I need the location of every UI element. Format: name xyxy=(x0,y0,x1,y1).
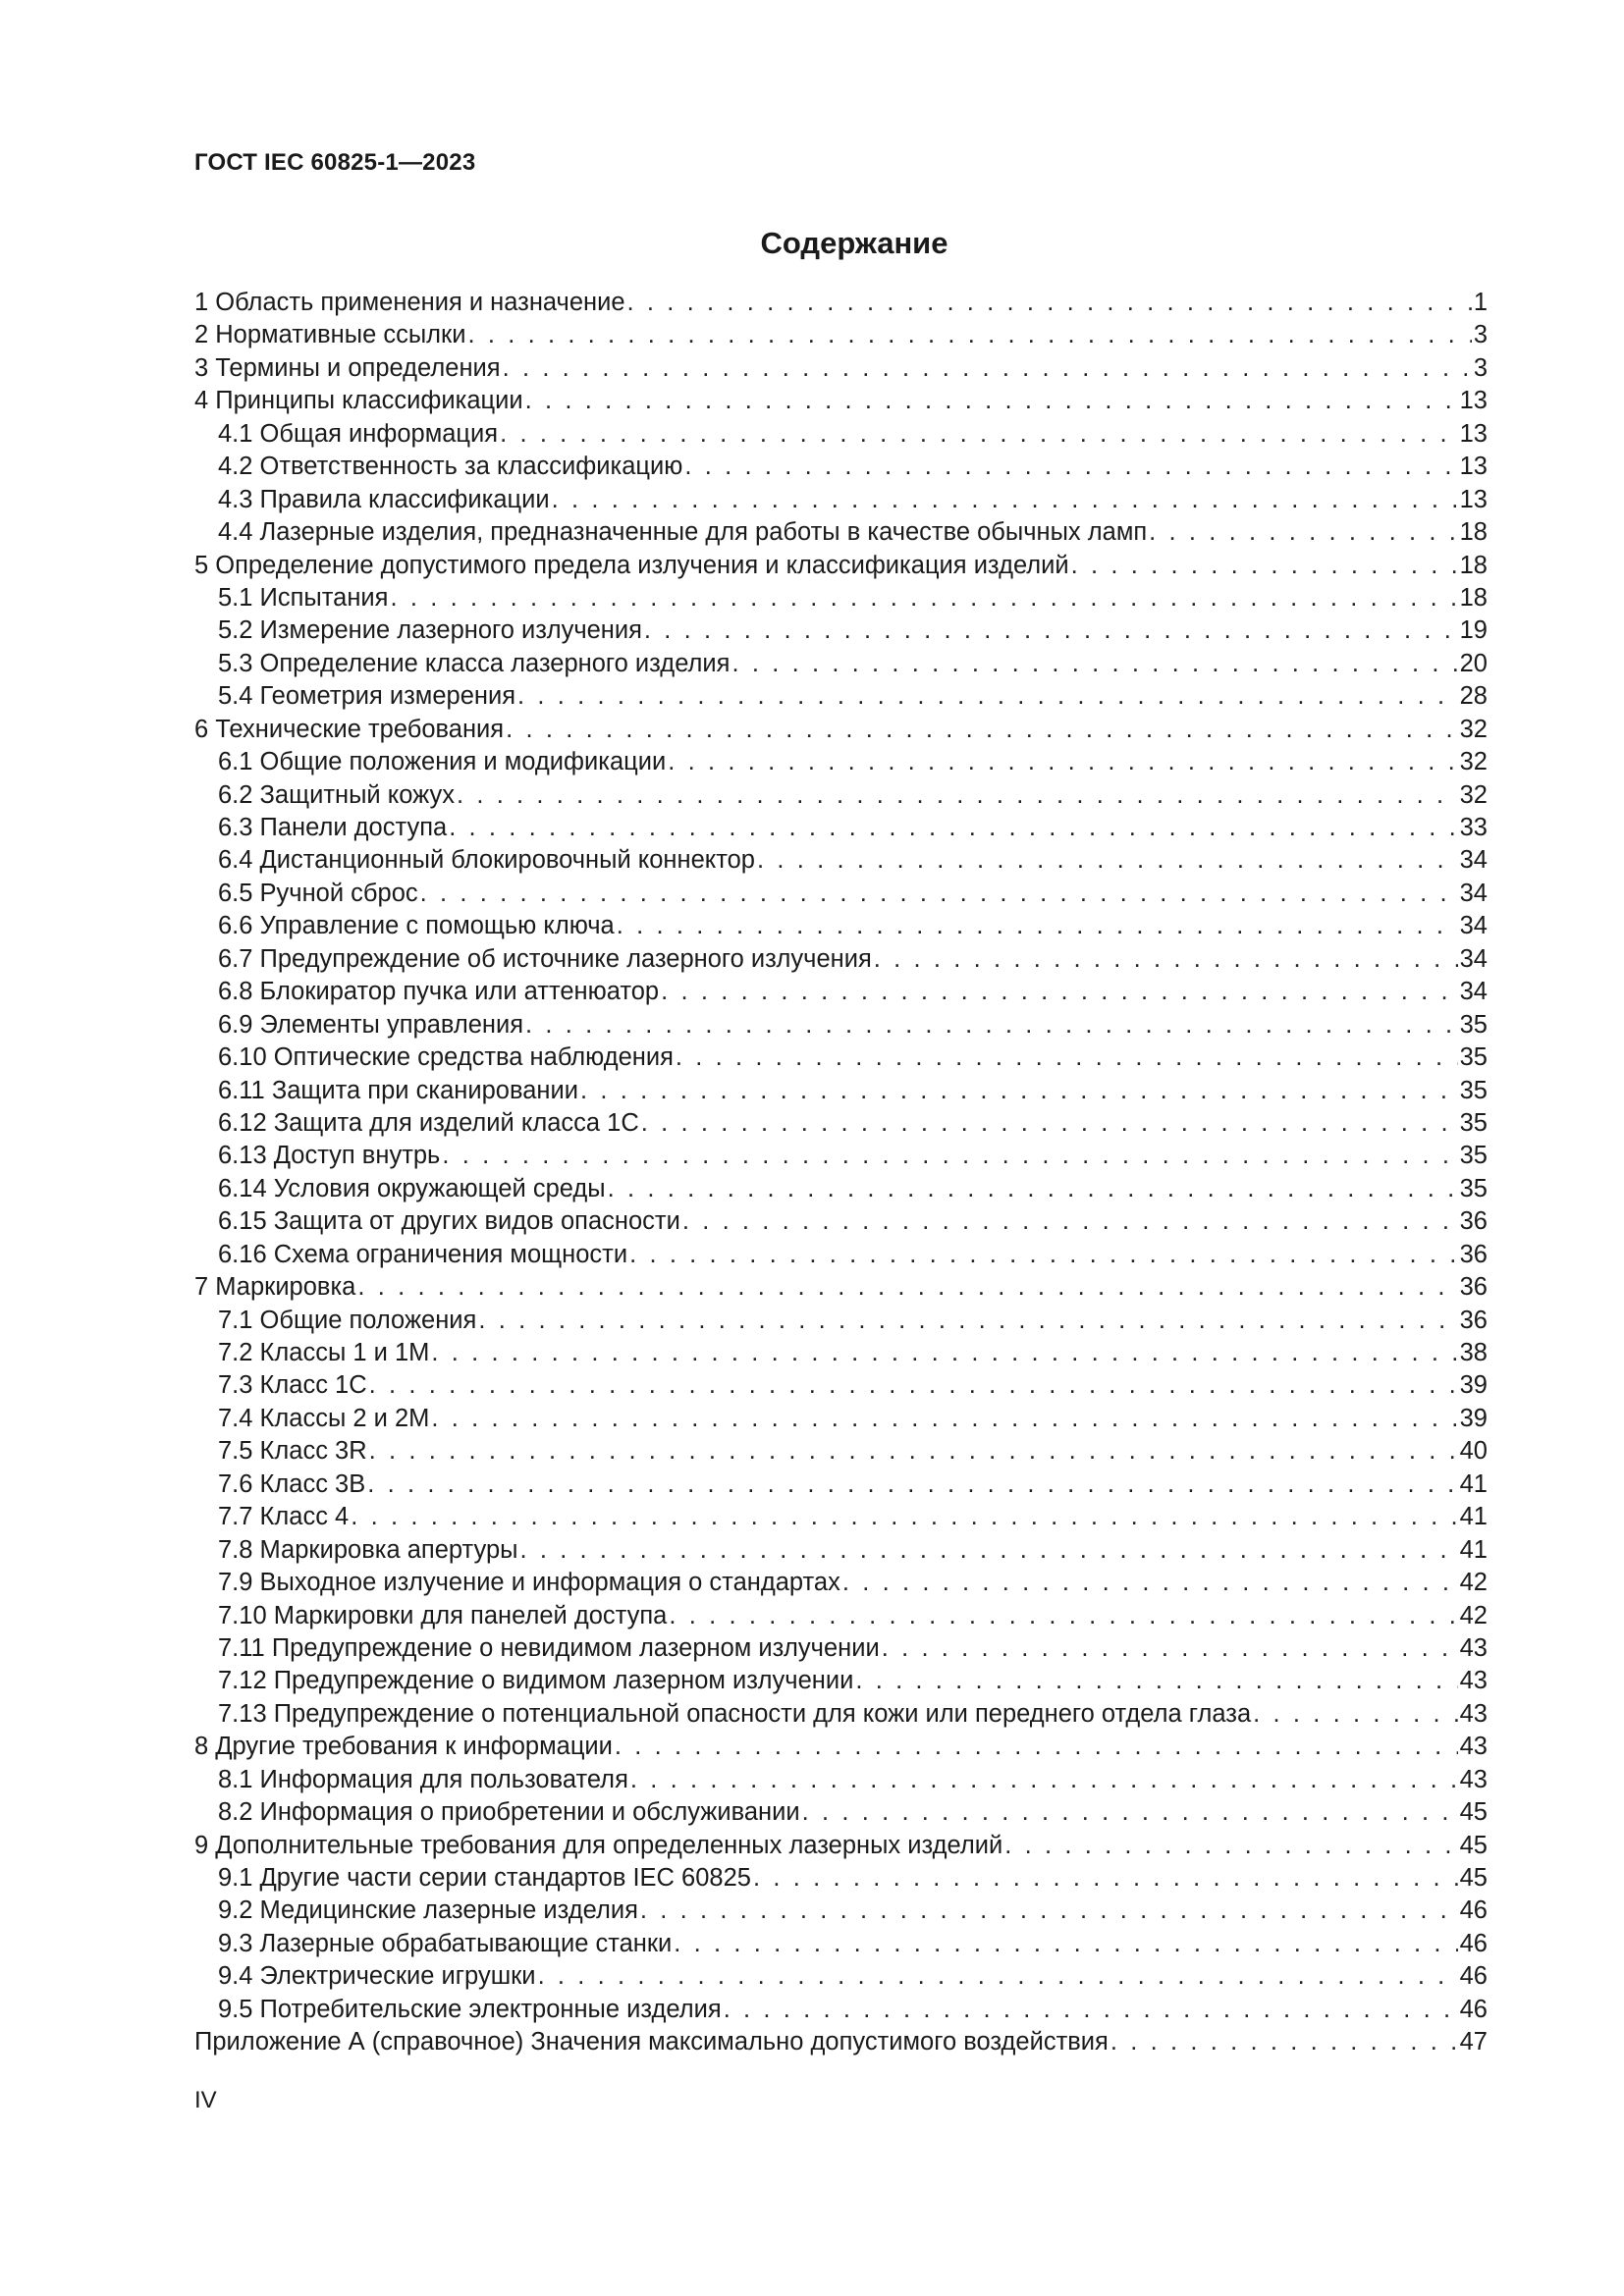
toc-dot-leader xyxy=(676,1041,1458,1074)
toc-dot-leader xyxy=(525,1009,1458,1041)
toc-entry[interactable] xyxy=(194,1107,1488,1140)
toc-dot-leader xyxy=(608,1173,1458,1205)
toc-entry-label: 7.4 Классы 2 и 2М xyxy=(218,1404,430,1432)
toc-entry-page: 35 xyxy=(1459,1108,1488,1137)
toc-dot-leader xyxy=(517,680,1458,713)
toc-entry-label: 4.1 Общая информация xyxy=(218,419,499,448)
toc-dot-leader xyxy=(525,385,1458,417)
toc-entry-label: 6.9 Элементы управления xyxy=(218,1010,524,1039)
toc-entry-page: 43 xyxy=(1459,1633,1488,1662)
toc-entry[interactable] xyxy=(194,550,1488,582)
toc-entry-label: 1 Область применения и назначение xyxy=(194,289,625,316)
toc-entry[interactable] xyxy=(194,1239,1488,1271)
toc-entry[interactable] xyxy=(194,1140,1488,1172)
toc-dot-leader xyxy=(674,1928,1457,1960)
toc-entry-page: 34 xyxy=(1459,879,1488,907)
toc-dot-leader xyxy=(802,1796,1458,1829)
toc-entry[interactable] xyxy=(194,1205,1488,1238)
toc-dot-leader xyxy=(420,878,1458,910)
toc-entry-label: 6.3 Панели доступа xyxy=(218,814,448,841)
toc-entry[interactable] xyxy=(194,1796,1488,1829)
toc-dot-leader xyxy=(630,1764,1458,1796)
toc-dot-leader xyxy=(757,844,1458,877)
toc-entry-label: 5.1 Испытания xyxy=(218,583,389,612)
toc-entry-label: 6.10 Оптические средства наблюдения xyxy=(218,1043,674,1072)
toc-entry[interactable] xyxy=(194,648,1488,680)
toc-dot-leader xyxy=(506,714,1458,746)
toc-entry-page: 46 xyxy=(1459,1962,1488,1991)
toc-entry-page: 43 xyxy=(1459,1765,1488,1793)
toc-entry-page: 46 xyxy=(1459,1995,1488,2023)
toc-entry[interactable] xyxy=(194,287,1488,319)
toc-entry-label: 7.11 Предупреждение о невидимом лазерном излучении xyxy=(218,1633,880,1662)
toc-entry-page: 35 xyxy=(1459,1043,1488,1072)
toc-dot-leader xyxy=(500,418,1458,451)
toc-entry[interactable] xyxy=(194,943,1488,976)
toc-dot-leader xyxy=(1004,1830,1457,1862)
toc-entry[interactable] xyxy=(194,1994,1488,2026)
toc-entry-page: 41 xyxy=(1459,1469,1488,1498)
toc-entry-label: 4 Принципы классификации xyxy=(194,387,523,415)
toc-entry-page: 47 xyxy=(1459,2028,1488,2056)
toc-entry-label: Приложение А (справочное) Значения максимально допустимого воздействия xyxy=(194,2028,1109,2056)
toc-entry[interactable] xyxy=(194,484,1488,516)
toc-entry[interactable] xyxy=(194,1698,1488,1731)
toc-entry-label: 6.11 Защита при сканировании xyxy=(218,1076,578,1104)
toc-entry-page: 43 xyxy=(1459,1699,1488,1728)
toc-dot-leader xyxy=(467,319,1471,351)
toc-entry[interactable] xyxy=(194,1009,1488,1041)
toc-dot-leader xyxy=(449,812,1457,844)
toc-dot-leader xyxy=(724,1994,1458,2026)
toc-entry-page: 13 xyxy=(1459,419,1488,448)
toc-entry-label: 7.7 Класс 4 xyxy=(218,1503,350,1531)
toc-entry[interactable] xyxy=(194,1665,1488,1697)
toc-dot-leader xyxy=(538,1960,1458,1993)
toc-entry[interactable] xyxy=(194,976,1488,1008)
toc-entry-label: 5.4 Геометрия измерения xyxy=(218,682,516,711)
table-of-contents xyxy=(194,287,1488,2059)
toc-entry-label: 6.1 Общие положения и модификации xyxy=(218,748,667,776)
toc-entry-label: 9.2 Медицинские лазерные изделия xyxy=(218,1896,638,1925)
toc-dot-leader xyxy=(641,1107,1458,1140)
toc-entry[interactable] xyxy=(194,1173,1488,1205)
toc-dot-leader xyxy=(519,1534,1457,1567)
toc-entry[interactable] xyxy=(194,1468,1488,1501)
toc-entry-page: 45 xyxy=(1459,1864,1488,1892)
toc-entry[interactable] xyxy=(194,714,1488,746)
toc-entry-label: 5.2 Измерение лазерного излучения xyxy=(218,616,642,645)
toc-dot-leader xyxy=(882,1632,1458,1665)
toc-entry-label: 8.1 Информация для пользователя xyxy=(218,1765,628,1793)
toc-entry[interactable] xyxy=(194,1895,1488,1927)
toc-entry[interactable] xyxy=(194,582,1488,614)
toc-entry-label: 8.2 Информация о приобретении и обслуживании xyxy=(218,1798,800,1827)
toc-entry-page: 3 xyxy=(1473,353,1488,382)
toc-entry-label: 6.4 Дистанционный блокировочный коннектор xyxy=(218,846,755,875)
toc-entry-label: 7.5 Класс 3R xyxy=(218,1437,367,1466)
toc-entry[interactable] xyxy=(194,451,1488,483)
toc-entry[interactable] xyxy=(194,1305,1488,1337)
toc-dot-leader xyxy=(390,582,1457,614)
toc-entry-page: 13 xyxy=(1459,485,1488,513)
toc-entry-label: 7.3 Класс 1С xyxy=(218,1371,367,1400)
toc-entry[interactable] xyxy=(194,1632,1488,1665)
toc-dot-leader xyxy=(874,943,1458,976)
toc-entry-label: 2 Нормативные ссылки xyxy=(194,321,466,349)
toc-entry-label: 7.10 Маркировки для панелей доступа xyxy=(218,1601,668,1629)
toc-dot-leader xyxy=(442,1140,1457,1172)
toc-entry-label: 9.5 Потребительские электронные изделия xyxy=(218,1995,722,2023)
toc-entry[interactable] xyxy=(194,1271,1488,1304)
toc-dot-leader xyxy=(627,287,1472,319)
toc-entry[interactable] xyxy=(194,1534,1488,1567)
toc-entry[interactable] xyxy=(194,1764,1488,1796)
toc-entry-label: 7.6 Класс 3В xyxy=(218,1469,366,1498)
document-id: ГОСТ IEC 60825-1—2023 xyxy=(194,149,476,176)
toc-entry-page: 36 xyxy=(1459,1207,1488,1236)
toc-entry-page: 36 xyxy=(1459,1240,1488,1268)
toc-dot-leader xyxy=(457,779,1458,812)
toc-dot-leader xyxy=(684,451,1457,483)
toc-entry[interactable] xyxy=(194,1567,1488,1599)
toc-entry[interactable] xyxy=(194,812,1488,844)
toc-entry-label: 6.12 Защита для изделий класса 1С xyxy=(218,1108,639,1137)
toc-entry-label: 9 Дополнительные требования для определенных лазерных изделий xyxy=(194,1831,1003,1859)
toc-entry-label: 6.15 Защита от других видов опасности xyxy=(218,1207,680,1236)
toc-entry-page: 42 xyxy=(1459,1601,1488,1629)
toc-dot-leader xyxy=(842,1567,1458,1599)
toc-entry[interactable] xyxy=(194,910,1488,942)
toc-entry-page: 13 xyxy=(1459,453,1488,481)
toc-entry-label: 7.1 Общие положения xyxy=(218,1306,477,1334)
toc-entry-label: 6.2 Защитный кожух xyxy=(218,780,455,809)
toc-entry[interactable] xyxy=(194,1928,1488,1960)
toc-entry[interactable] xyxy=(194,2026,1488,2058)
toc-entry[interactable] xyxy=(194,1862,1488,1895)
toc-entry-label: 4.3 Правила классификации xyxy=(218,485,550,513)
toc-dot-leader xyxy=(1071,550,1458,582)
toc-entry-label: 7.8 Маркировка апертуры xyxy=(218,1535,518,1564)
toc-entry-page: 32 xyxy=(1459,715,1488,743)
toc-entry-label: 3 Термины и определения xyxy=(194,353,501,382)
toc-dot-leader xyxy=(1149,516,1457,549)
toc-dot-leader xyxy=(552,484,1458,516)
toc-entry-page: 43 xyxy=(1459,1667,1488,1695)
toc-entry-page: 34 xyxy=(1459,846,1488,875)
toc-entry[interactable] xyxy=(194,1435,1488,1468)
toc-entry-page: 41 xyxy=(1459,1503,1488,1531)
toc-entry-page: 34 xyxy=(1459,978,1488,1006)
toc-dot-leader xyxy=(617,910,1458,942)
toc-entry-page: 40 xyxy=(1459,1437,1488,1466)
toc-entry-page: 19 xyxy=(1459,616,1488,645)
toc-entry-label: 6.16 Схема ограничения мощности xyxy=(218,1240,628,1268)
toc-entry[interactable] xyxy=(194,385,1488,417)
toc-entry-page: 34 xyxy=(1459,944,1488,973)
toc-dot-leader xyxy=(431,1337,1457,1369)
toc-entry[interactable] xyxy=(194,1075,1488,1107)
toc-dot-leader xyxy=(640,1895,1458,1927)
toc-entry-page: 32 xyxy=(1459,780,1488,809)
toc-dot-leader xyxy=(369,1435,1458,1468)
toc-dot-leader xyxy=(661,976,1458,1008)
toc-dot-leader xyxy=(629,1239,1458,1271)
toc-entry-page: 41 xyxy=(1459,1535,1488,1564)
toc-entry-page: 45 xyxy=(1459,1831,1488,1859)
toc-entry-page: 42 xyxy=(1459,1569,1488,1597)
toc-entry[interactable] xyxy=(194,1731,1488,1763)
toc-entry-page: 35 xyxy=(1459,1076,1488,1104)
toc-entry-page: 18 xyxy=(1459,518,1488,547)
toc-entry-label: 7.2 Классы 1 и 1М xyxy=(218,1339,430,1366)
toc-entry[interactable] xyxy=(194,614,1488,647)
toc-dot-leader xyxy=(731,648,1457,680)
toc-dot-leader xyxy=(357,1271,1457,1304)
toc-entry-page: 28 xyxy=(1459,682,1488,711)
toc-entry-page: 18 xyxy=(1459,551,1488,579)
toc-entry-label: 7 Маркировка xyxy=(194,1273,356,1302)
toc-entry-label: 7.9 Выходное излучение и информация о стандартах xyxy=(218,1569,840,1597)
toc-entry-label: 6.5 Ручной сброс xyxy=(218,879,418,907)
toc-entry-page: 36 xyxy=(1459,1306,1488,1334)
toc-entry[interactable] xyxy=(194,1369,1488,1402)
toc-entry-label: 6 Технические требования xyxy=(194,715,505,743)
toc-entry-page: 38 xyxy=(1459,1339,1488,1366)
toc-entry-page: 3 xyxy=(1473,321,1488,349)
toc-entry[interactable] xyxy=(194,1041,1488,1074)
page-title: Содержание xyxy=(760,226,948,260)
toc-entry-page: 20 xyxy=(1459,649,1488,677)
toc-dot-leader xyxy=(580,1075,1458,1107)
toc-entry-page: 35 xyxy=(1459,1174,1488,1202)
toc-entry[interactable] xyxy=(194,844,1488,877)
page-number: IV xyxy=(194,2087,217,2113)
toc-entry[interactable] xyxy=(194,779,1488,812)
toc-dot-leader xyxy=(615,1731,1458,1763)
toc-dot-leader xyxy=(369,1369,1458,1402)
toc-dot-leader xyxy=(1110,2026,1458,2058)
toc-entry-page: 46 xyxy=(1459,1896,1488,1925)
toc-entry[interactable] xyxy=(194,1600,1488,1632)
toc-entry-label: 6.8 Блокиратор пучка или аттенюатор xyxy=(218,978,660,1006)
toc-entry-page: 43 xyxy=(1459,1733,1488,1761)
toc-entry-page: 39 xyxy=(1459,1404,1488,1432)
toc-entry-page: 34 xyxy=(1459,912,1488,940)
toc-entry-page: 36 xyxy=(1459,1273,1488,1302)
toc-entry-label: 9.3 Лазерные обрабатывающие станки xyxy=(218,1929,673,1957)
toc-entry-label: 7.13 Предупреждение о потенциальной опасности для кожи или переднего отдела глаза xyxy=(218,1699,1252,1728)
toc-entry[interactable] xyxy=(194,1403,1488,1435)
toc-dot-leader xyxy=(682,1205,1458,1238)
toc-dot-leader xyxy=(1253,1698,1457,1731)
toc-dot-leader xyxy=(753,1862,1458,1895)
toc-dot-leader xyxy=(668,746,1457,778)
toc-entry-page: 18 xyxy=(1459,583,1488,612)
toc-entry-page: 46 xyxy=(1459,1929,1488,1957)
toc-entry-page: 1 xyxy=(1473,289,1488,316)
toc-entry-label: 6.6 Управление с помощью ключа xyxy=(218,912,615,940)
toc-entry-label: 6.13 Доступ внутрь xyxy=(218,1142,441,1170)
toc-entry[interactable] xyxy=(194,1960,1488,1993)
toc-entry-label: 5 Определение допустимого предела излучения и классификация изделий xyxy=(194,551,1069,579)
toc-entry[interactable] xyxy=(194,1337,1488,1369)
toc-entry-page: 39 xyxy=(1459,1371,1488,1400)
toc-entry[interactable] xyxy=(194,1501,1488,1533)
toc-entry[interactable] xyxy=(194,746,1488,778)
toc-entry-label: 5.3 Определение класса лазерного изделия xyxy=(218,649,731,677)
toc-entry-page: 35 xyxy=(1459,1142,1488,1170)
toc-dot-leader xyxy=(855,1665,1457,1697)
toc-entry[interactable] xyxy=(194,319,1488,351)
toc-entry-label: 7.12 Предупреждение о видимом лазерном излучении xyxy=(218,1667,854,1695)
toc-entry-label: 4.4 Лазерные изделия, предназначенные для работы в качестве обычных ламп xyxy=(218,518,1148,547)
toc-entry-label: 4.2 Ответственность за классификацию xyxy=(218,453,683,481)
toc-entry-label: 6.14 Условия окружающей среды xyxy=(218,1174,606,1202)
toc-entry-page: 13 xyxy=(1459,387,1488,415)
toc-dot-leader xyxy=(351,1501,1457,1533)
toc-dot-leader xyxy=(669,1600,1457,1632)
toc-entry-label: 9.1 Другие части серии стандартов IEC 60825 xyxy=(218,1864,751,1892)
toc-entry[interactable] xyxy=(194,878,1488,910)
toc-entry[interactable] xyxy=(194,680,1488,713)
toc-entry-page: 32 xyxy=(1459,748,1488,776)
toc-entry[interactable] xyxy=(194,516,1488,549)
toc-entry-page: 33 xyxy=(1459,814,1488,841)
toc-dot-leader xyxy=(431,1403,1457,1435)
toc-entry[interactable] xyxy=(194,418,1488,451)
toc-entry[interactable] xyxy=(194,1830,1488,1862)
toc-entry-page: 45 xyxy=(1459,1798,1488,1827)
toc-entry-label: 9.4 Электрические игрушки xyxy=(218,1962,536,1991)
toc-entry-label: 6.7 Предупреждение об источнике лазерного излучения xyxy=(218,944,872,973)
toc-entry-label: 8 Другие требования к информации xyxy=(194,1733,613,1761)
toc-dot-leader xyxy=(478,1305,1457,1337)
toc-dot-leader xyxy=(644,614,1458,647)
toc-dot-leader xyxy=(367,1468,1457,1501)
toc-dot-leader xyxy=(503,352,1472,385)
toc-entry-page: 35 xyxy=(1459,1010,1488,1039)
toc-entry[interactable] xyxy=(194,352,1488,385)
